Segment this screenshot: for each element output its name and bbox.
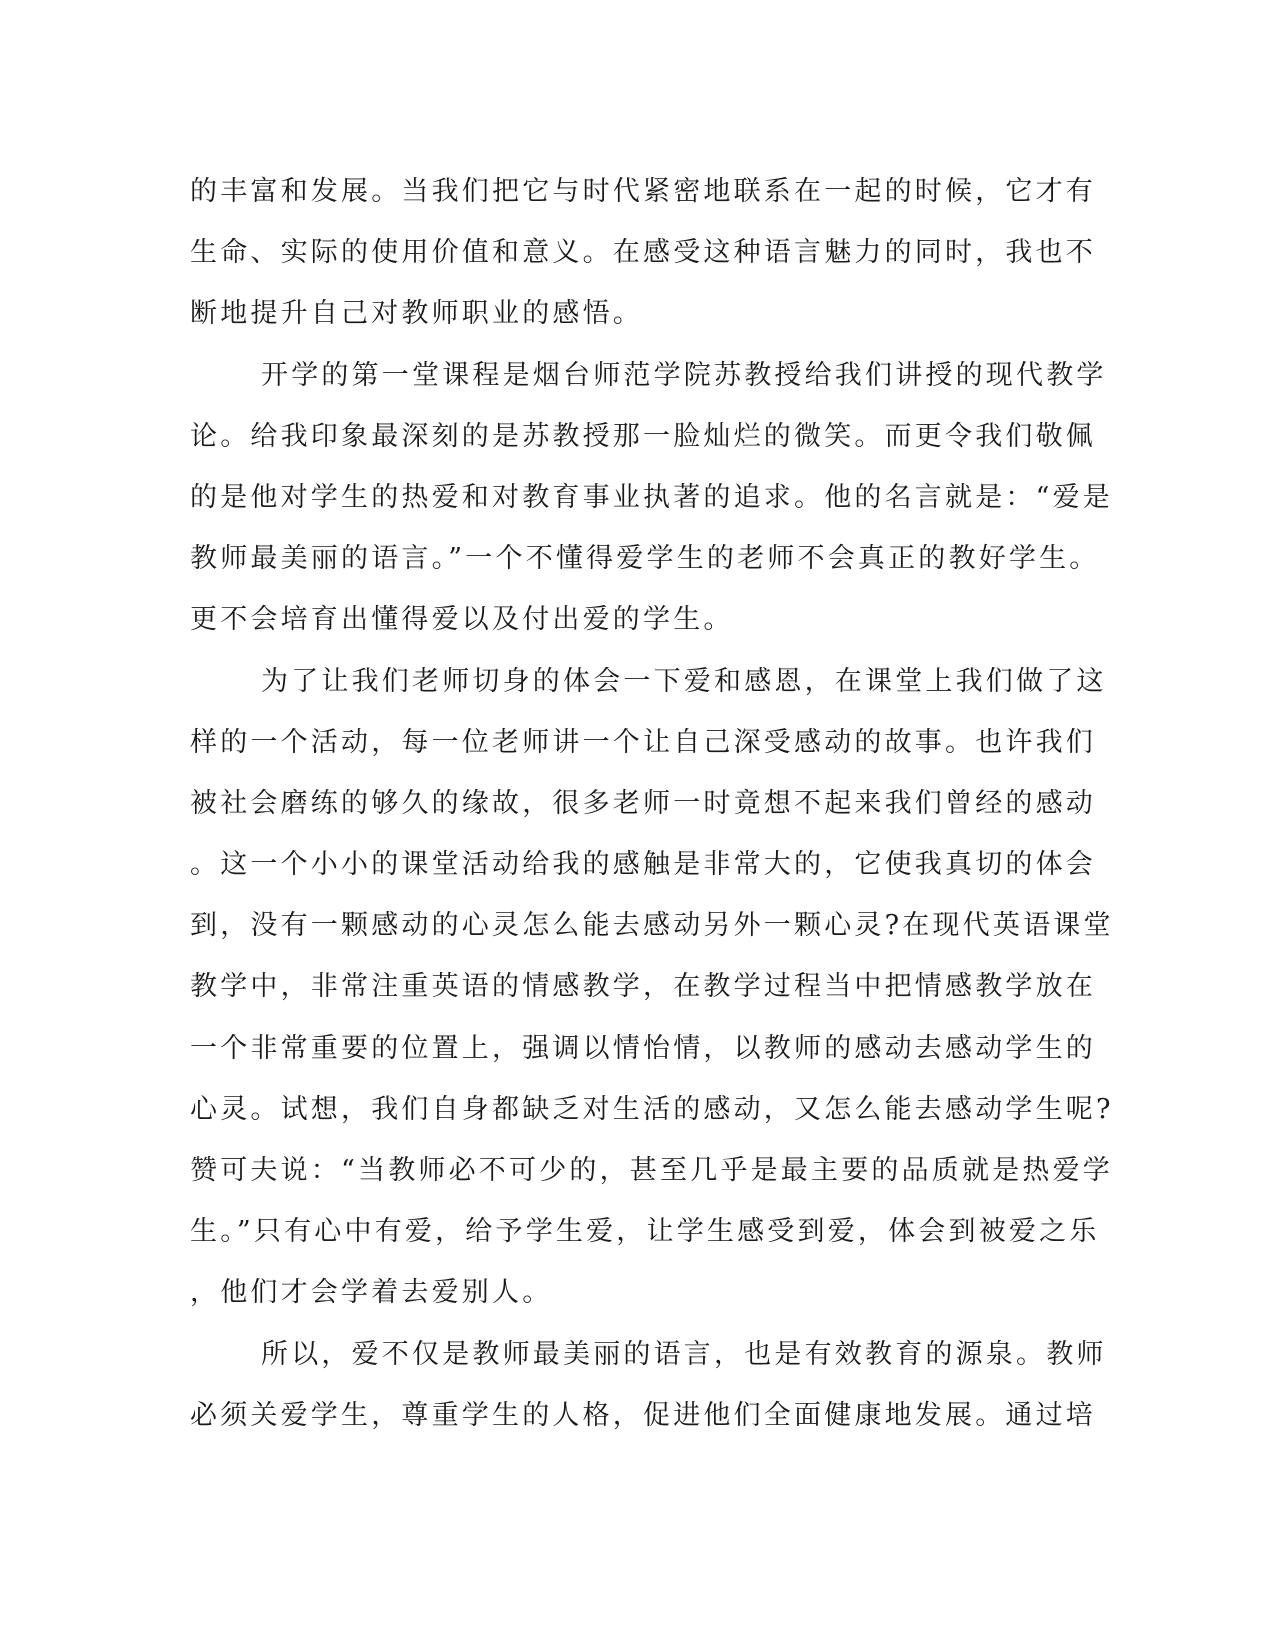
text-line: 更不会培育出懂得爱以及付出爱的学生。: [190, 604, 734, 636]
text-line: 教师最美丽的语言。”一个不懂得爱学生的老师不会真正的教好学生。: [190, 543, 1100, 575]
text-line: 断地提升自己对教师职业的感悟。: [190, 298, 643, 330]
text-line: 的是他对学生的热爱和对教育事业执著的追求。他的名言就是：“爱是: [190, 481, 1114, 513]
text-line: 一个非常重要的位置上，强调以情怡情，以教师的感动去感动学生的: [190, 1032, 1096, 1064]
text-line: 赞可夫说：“当教师必不可少的，甚至几乎是最主要的品质就是热爱学: [190, 1155, 1114, 1186]
text-line: 必须关爱学生，尊重学生的人格，促进他们全面健康地发展。通过培: [190, 1399, 1096, 1431]
text-line: 的丰富和发展。当我们把它与时代紧密地联系在一起的时候，它才有: [190, 176, 1096, 207]
text-line: 生。”只有心中有爱，给予学生爱，让学生感受到爱，体会到被爱之乐: [190, 1216, 1100, 1248]
paragraph-start-line: 为了让我们老师切身的体会一下爱和感恩，在课堂上我们做了这: [261, 665, 1107, 697]
body-text: [190, 161, 1114, 1446]
text-line: 。这一个小小的课堂活动给我的感触是非常大的，它使我真切的体会: [190, 849, 1096, 881]
text-line: 到，没有一颗感动的心灵怎么能去感动另外一颗心灵?在现代英语课堂: [190, 910, 1114, 942]
text-line: ，他们才会学着去爱别人。: [190, 1277, 553, 1309]
text-line: 心灵。试想，我们自身都缺乏对生活的感动，又怎么能去感动学生呢?: [190, 1093, 1114, 1125]
text-line: 教学中，非常注重英语的情感教学，在教学过程当中把情感教学放在: [190, 971, 1096, 1003]
text-line: 论。给我印象最深刻的是苏教授那一脸灿烂的微笑。而更令我们敬佩: [190, 420, 1096, 452]
text-line: 样的一个活动，每一位老师讲一个让自己深受感动的故事。也许我们: [190, 726, 1096, 758]
paragraph-start-line: 所以，爱不仅是教师最美丽的语言，也是有效教育的源泉。教师: [261, 1338, 1107, 1370]
text-line: 被社会磨练的够久的缘故，很多老师一时竟想不起来我们曾经的感动: [190, 787, 1096, 819]
paragraph-start-line: 开学的第一堂课程是烟台师范学院苏教授给我们讲授的现代教学: [261, 359, 1107, 391]
text-line: 生命、实际的使用价值和意义。在感受这种语言魅力的同时，我也不: [190, 237, 1096, 269]
